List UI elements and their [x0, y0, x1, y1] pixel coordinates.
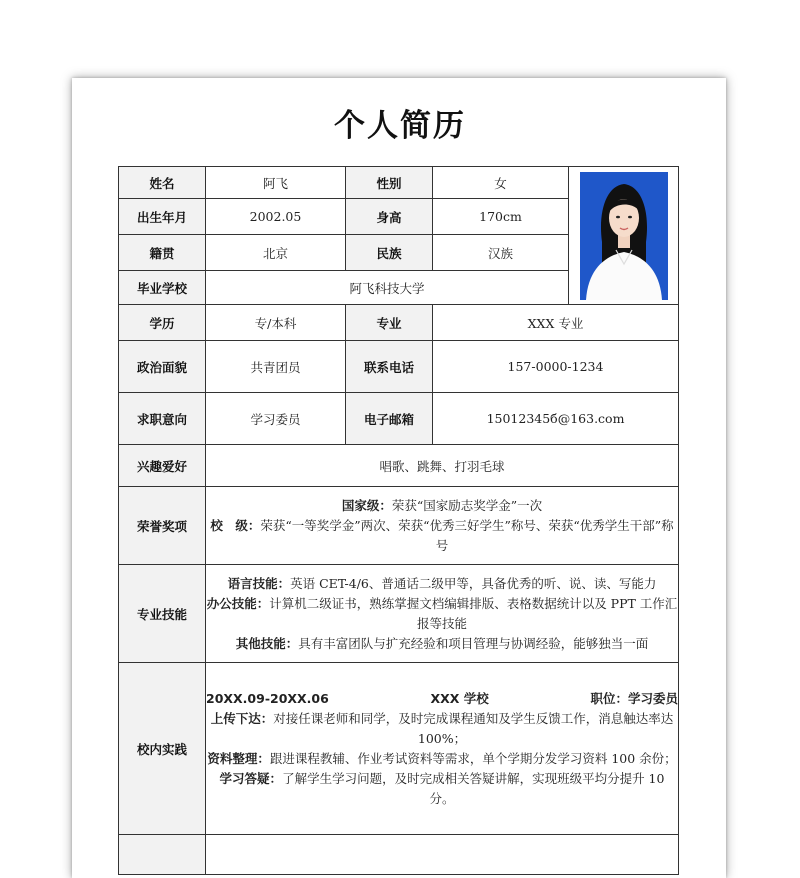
page-title: 个人简历 — [334, 108, 466, 144]
honor-item — [206, 516, 678, 556]
experience-org: XXX 学校 — [430, 690, 489, 706]
school-label: 毕业学校 — [119, 271, 206, 305]
hobby-label: 兴趣爱好 — [119, 445, 206, 487]
skill-item — [206, 634, 678, 654]
honors-label: 荣誉奖项 — [119, 487, 206, 565]
skill-key: 其他技能： — [235, 635, 299, 651]
birth-value: 2002.05 — [206, 199, 346, 235]
experience-item — [206, 709, 678, 749]
experience-period: 20XX.09-20XX.06 — [206, 690, 329, 706]
resume-table — [118, 166, 679, 875]
next-section-content — [206, 835, 679, 875]
skill-item — [206, 594, 678, 634]
honor-text: 荣获“国家励志奖学金”一次 — [391, 497, 543, 513]
experience-text: 跟进课程教辅、作业考试资料等需求，单个学期分发学习资料 100 余份； — [269, 750, 677, 766]
height-label: 身高 — [346, 199, 433, 235]
major-label: 专业 — [346, 305, 433, 341]
experience-item — [206, 769, 678, 809]
skills-label: 专业技能 — [119, 565, 206, 663]
name-value: 阿飞 — [206, 167, 346, 199]
experience-item — [206, 749, 678, 769]
email-label: 电子邮箱 — [346, 393, 433, 445]
email-value: 15012345б@163.com — [433, 393, 679, 445]
phone-value: 157-0000-1234 — [433, 341, 679, 393]
skill-key: 办公技能： — [206, 595, 270, 611]
photo-cell — [569, 167, 679, 305]
experience-header — [206, 689, 678, 709]
experience-key: 学习答疑： — [219, 770, 283, 786]
skill-text: 具有丰富团队与扩充经验和项目管理与协调经验，能够独当一面 — [298, 635, 649, 651]
origin-value: 北京 — [206, 235, 346, 271]
honor-item — [206, 496, 678, 516]
degree-value: 专/本科 — [206, 305, 346, 341]
skills-content — [206, 565, 679, 663]
profile-photo — [580, 172, 668, 300]
origin-label: 籍贯 — [119, 235, 206, 271]
degree-label: 学历 — [119, 305, 206, 341]
ethnicity-label: 民族 — [346, 235, 433, 271]
skill-key: 语言技能： — [227, 575, 291, 591]
next-section-label — [119, 835, 206, 875]
height-value: 170cm — [433, 199, 569, 235]
campus-content — [206, 663, 679, 835]
skill-text: 计算机二级证书，熟练掌握文档编辑排版、表格数据统计以及 PPT 工作汇报等技能 — [269, 595, 678, 631]
experience-text: 对接任课老师和同学，及时完成课程通知及学生反馈工作，消息触达率达 100%； — [273, 710, 674, 746]
gender-label: 性别 — [346, 167, 433, 199]
skill-text: 英语 CET-4/6、普通话二级甲等，具备优秀的听、说、读、写能力 — [290, 575, 657, 591]
campus-label: 校内实践 — [119, 663, 206, 835]
experience-text: 了解学生学习问题，及时完成相关答疑讲解，实现班级平均分提升 10 分。 — [282, 770, 665, 806]
honor-key: 国家级： — [341, 497, 392, 513]
experience-key: 资料整理： — [207, 750, 270, 766]
politics-label: 政治面貌 — [119, 341, 206, 393]
politics-value: 共青团员 — [206, 341, 346, 393]
honor-key: 校 级： — [210, 517, 261, 533]
ethnicity-value: 汉族 — [433, 235, 569, 271]
school-value: 阿飞科技大学 — [206, 271, 569, 305]
experience-position: 职位：学习委员 — [590, 690, 678, 706]
skill-item — [206, 574, 678, 594]
experience-key: 上传下达： — [210, 710, 274, 726]
major-value: XXX 专业 — [433, 305, 679, 341]
gender-value: 女 — [433, 167, 569, 199]
name-label: 姓名 — [119, 167, 206, 199]
birth-label: 出生年月 — [119, 199, 206, 235]
honors-content — [206, 487, 679, 565]
phone-label: 联系电话 — [346, 341, 433, 393]
honor-text: 荣获“一等奖学金”两次、荣获“优秀三好学生”称号、荣获“优秀学生干部”称号 — [260, 517, 674, 553]
intent-value: 学习委员 — [206, 393, 346, 445]
hobby-value: 唱歌、跳舞、打羽毛球 — [206, 445, 679, 487]
intent-label: 求职意向 — [119, 393, 206, 445]
